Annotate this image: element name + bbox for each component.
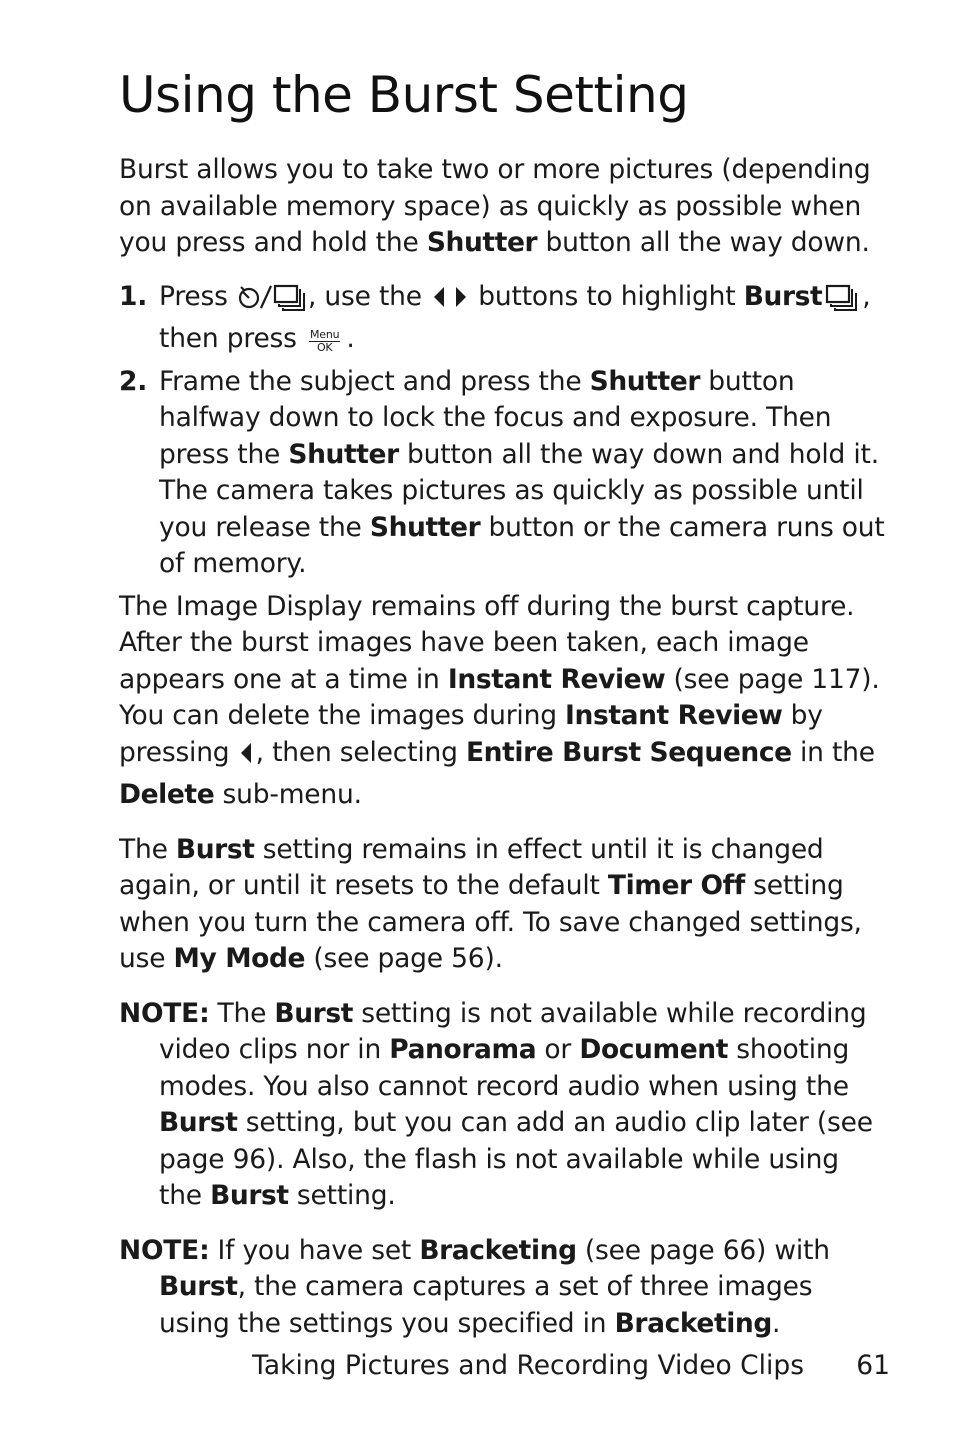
note-bold: Bracketing	[419, 1234, 577, 1266]
note-1	[119, 996, 889, 1215]
step-text: button or the camera runs out of memory.	[159, 511, 885, 579]
step-text: buttons to highlight	[470, 280, 744, 312]
para-text: The Image Display remains off during the burst capture. After the burst images have been taken, each image appears one at a time in	[119, 590, 855, 695]
para-bold: Instant Review	[447, 663, 666, 695]
step-text: button all the way down and hold it. The camera takes pictures as quickly as possible until you release the	[159, 438, 879, 543]
left-arrow-icon	[238, 739, 256, 778]
note-text: setting.	[288, 1180, 396, 1211]
note-bold: Burst	[210, 1180, 289, 1211]
burst-icon	[272, 283, 308, 322]
step-text: Press	[159, 280, 236, 312]
step-bold: Shutter	[288, 438, 399, 470]
step-2	[119, 364, 889, 583]
intro-text: Burst allows you to take two or more pictures (depending on available memory space) as quickly as possible when you press and hold the	[119, 154, 871, 258]
menu-ok-button-icon	[309, 329, 340, 354]
para-bold: Timer Off	[607, 870, 745, 901]
step-text: then press	[159, 323, 305, 354]
self-timer-icon	[236, 283, 272, 322]
menu-label: Menu	[309, 328, 340, 341]
intro-paragraph	[119, 152, 889, 262]
note-bold: Burst	[274, 997, 353, 1029]
note-bold: Burst	[159, 1271, 238, 1302]
page-title: Using the Burst Setting	[119, 66, 689, 124]
para-text: The	[119, 833, 176, 865]
note-text: shooting modes. You also cannot record audio when using the	[159, 1034, 850, 1102]
display-paragraph	[119, 589, 889, 814]
para-text: setting when you turn the camera off. To save changed settings, use	[119, 870, 862, 974]
note-bold: Panorama	[389, 1034, 537, 1065]
para-text: by pressing	[119, 700, 823, 768]
intro-bold: Shutter	[426, 227, 538, 258]
note-text: or	[536, 1034, 580, 1065]
note-bold: Document	[579, 1034, 729, 1065]
note-text: (see page 66) with	[576, 1234, 830, 1266]
step-bold: Burst	[743, 280, 823, 312]
note-bold: Bracketing	[614, 1307, 772, 1339]
note-label: NOTE:	[119, 997, 210, 1029]
chapter-title: Taking Pictures and Recording Video Clips	[252, 1350, 804, 1381]
page-footer	[0, 1348, 954, 1384]
para-text: (see page 117). You can delete the images during	[119, 663, 880, 731]
note-text: .	[771, 1307, 781, 1339]
step-number: 1.	[119, 280, 148, 312]
para-text: (see page 56).	[305, 943, 503, 974]
para-bold: Entire Burst Sequence	[465, 736, 792, 768]
step-bold: Shutter	[369, 511, 481, 543]
note-label: NOTE:	[119, 1234, 210, 1266]
note-text: setting, but you can add an audio clip later (see page 96). Also, the flash is not available while using the	[159, 1107, 873, 1211]
para-bold: Instant Review	[565, 700, 783, 731]
manual-page	[119, 60, 889, 1342]
para-text: setting remains in effect until it is changed again, or until it resets to the default	[119, 833, 824, 901]
step-bold: Shutter	[589, 365, 701, 397]
steps-list	[119, 279, 889, 583]
step-text: ,	[862, 280, 871, 312]
note-text: setting is not available while recording video clips nor in	[159, 997, 867, 1065]
step-text: button halfway down to lock the focus and exposure. Then press the	[159, 365, 832, 470]
para-bold: Delete	[119, 779, 215, 810]
para-text: in the	[791, 736, 875, 768]
burst-icon	[822, 283, 862, 322]
note-text: , the camera captures a set of three images using the settings you specified in	[159, 1271, 813, 1339]
para-text: sub-menu.	[214, 779, 362, 810]
intro-text: button all the way down.	[537, 227, 870, 258]
step-text: .	[346, 323, 355, 354]
left-right-arrows-icon	[430, 283, 470, 322]
para-text: , then selecting	[255, 736, 466, 768]
para-bold: My Mode	[173, 943, 306, 974]
para-bold: Burst	[175, 833, 255, 865]
page-number: 61	[856, 1350, 890, 1381]
note-text: The	[217, 997, 275, 1029]
step-text: , use the	[307, 280, 431, 312]
step-1	[119, 279, 889, 358]
ok-label: OK	[316, 341, 333, 354]
step-text: Frame the subject and press the	[159, 365, 590, 397]
note-text: If you have set	[217, 1234, 420, 1266]
note-2	[119, 1233, 889, 1343]
step-number: 2.	[119, 365, 148, 397]
settings-paragraph	[119, 832, 889, 978]
note-bold: Burst	[159, 1107, 238, 1138]
